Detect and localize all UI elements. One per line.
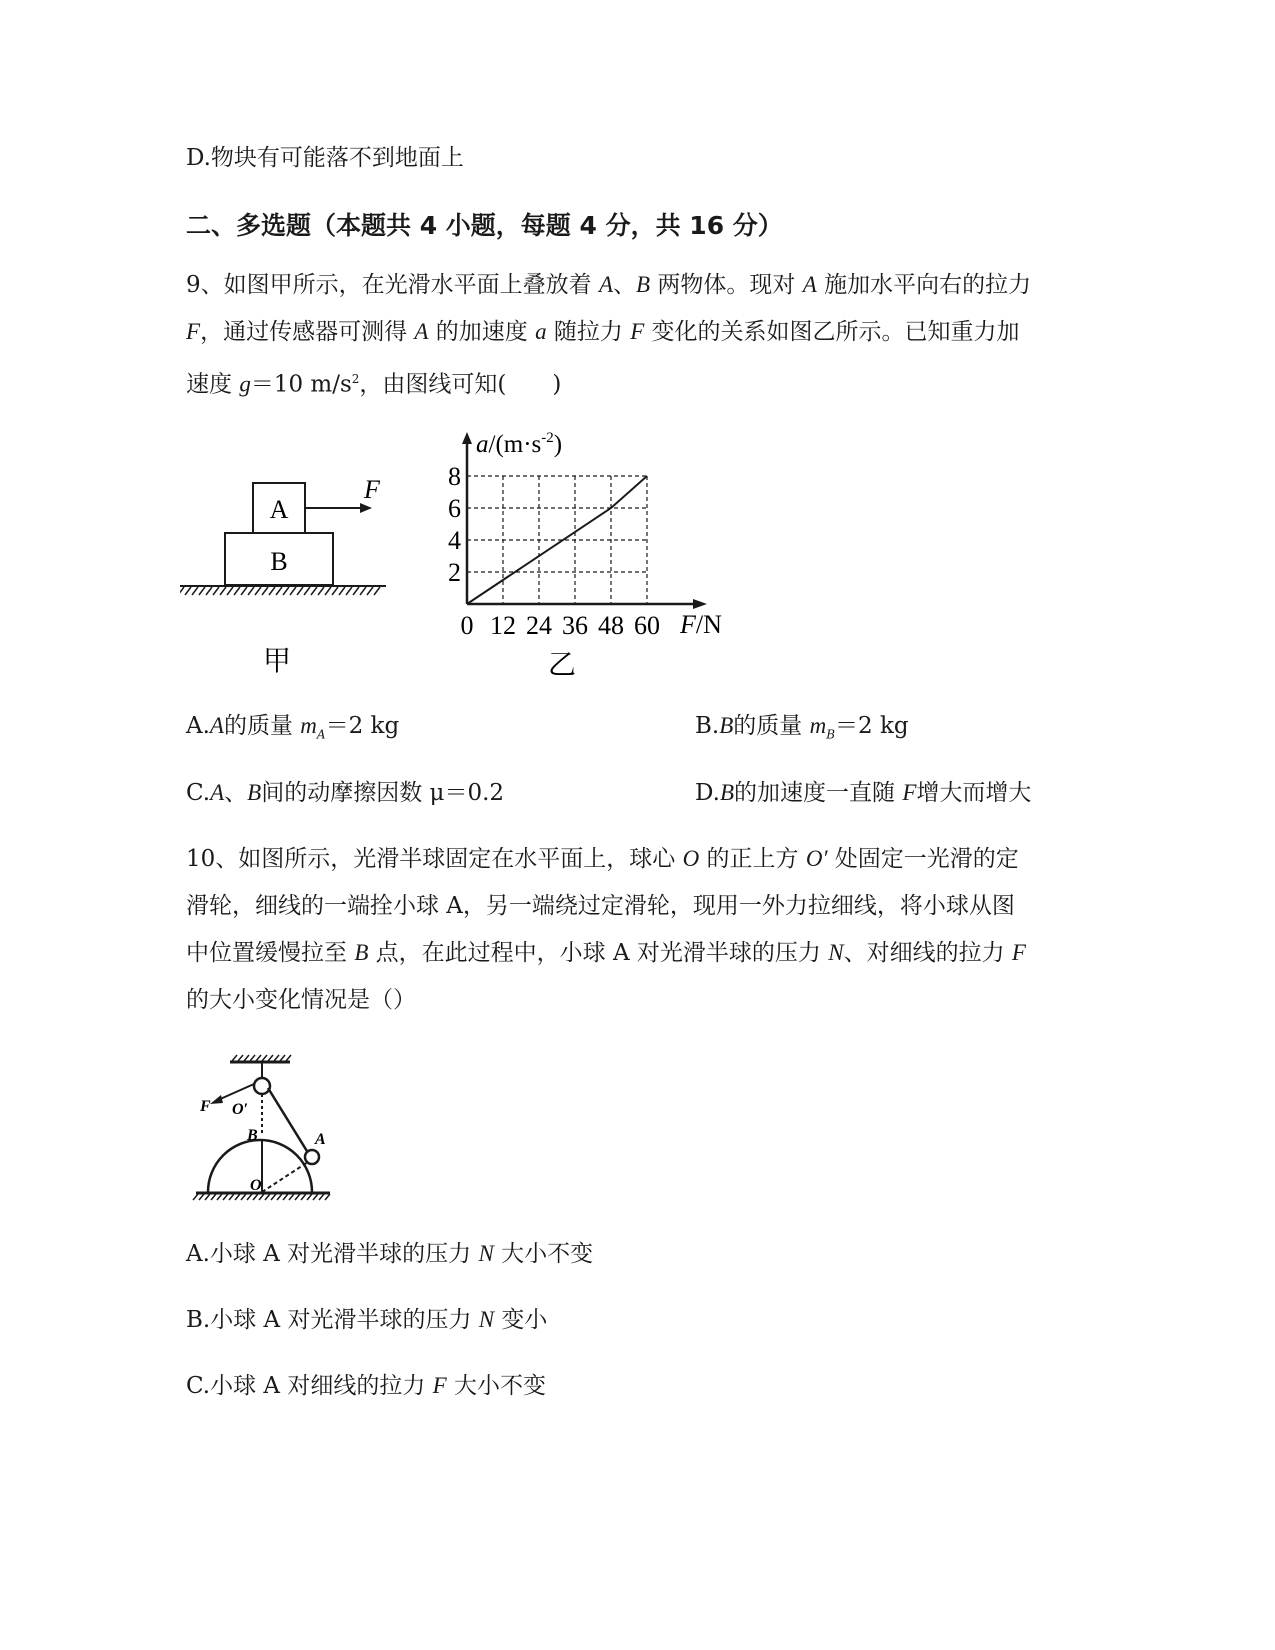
hatch-mark — [241, 1194, 246, 1200]
hatch-mark — [277, 1194, 282, 1200]
hatch-mark — [211, 1194, 216, 1200]
hatch-mark — [244, 1055, 249, 1061]
y-tick-label: 6 — [448, 494, 461, 523]
ceiling-hatch — [232, 1055, 291, 1061]
x-tick-label: 60 — [634, 611, 660, 640]
label-o: O — [250, 1177, 262, 1194]
hatch-mark — [262, 587, 268, 595]
block-b-label: B — [270, 547, 288, 576]
x-axis-arrowhead — [693, 599, 707, 609]
label-o-prime: O′ — [232, 1101, 249, 1118]
chart-tick-labels — [448, 462, 660, 640]
hatch-mark — [301, 1194, 306, 1200]
hatch-mark — [192, 587, 198, 595]
label-f: F — [200, 1098, 211, 1115]
hatch-mark — [250, 1055, 255, 1061]
ground-hatch — [180, 587, 380, 595]
hatch-mark — [232, 1055, 237, 1061]
q9-stem-line-3: 速度 g＝10 $m/s^2$，由图线可知( ) — [186, 371, 562, 398]
hatch-mark — [339, 587, 345, 595]
hatch-mark — [313, 1194, 318, 1200]
hatch-mark — [229, 1194, 234, 1200]
label-a: A — [315, 1131, 326, 1148]
q10-option-b: B.小球 A 对光滑半球的压力 N 变小 — [186, 1307, 548, 1333]
hatch-mark — [283, 1194, 288, 1200]
hatch-mark — [213, 587, 219, 595]
q10-stem-line-2: 滑轮，细线的一端拴小球 A，另一端绕过定滑轮，现用一外力拉细线，将小球从图 — [186, 893, 1015, 919]
hatch-mark — [274, 1055, 279, 1061]
hatch-mark — [290, 587, 296, 595]
force-label: F — [364, 475, 380, 504]
hatch-mark — [283, 587, 289, 595]
hatch-mark — [276, 587, 282, 595]
hatch-mark — [304, 587, 310, 595]
hatch-mark — [235, 1194, 240, 1200]
hatch-mark — [269, 587, 275, 595]
hatch-mark — [259, 1194, 264, 1200]
label-b: B — [247, 1127, 258, 1144]
ball-a — [305, 1150, 319, 1164]
hatch-mark — [286, 1055, 291, 1061]
hatch-mark — [227, 587, 233, 595]
q10-option-a: A.小球 A 对光滑半球的压力 N 大小不变 — [186, 1241, 594, 1267]
q9-stem-line-2: F，通过传感器可测得 A 的加速度 a 随拉力 F 变化的关系如图乙所示。已知重力加 — [186, 319, 1020, 345]
hatch-mark — [318, 587, 324, 595]
series-line — [467, 476, 647, 604]
hatch-mark — [319, 1194, 324, 1200]
x-tick-label: 24 — [526, 611, 552, 640]
y-tick-label: 4 — [448, 526, 461, 555]
q9-option-d: D.B的加速度一直随 F增大而增大 — [695, 780, 1032, 806]
hatch-mark — [247, 1194, 252, 1200]
x-tick-label: 0 — [460, 611, 474, 640]
hatch-mark — [234, 587, 240, 595]
section-heading: 二、多选题（本题共 4 小题，每题 4 分，共 16 分） — [186, 211, 783, 240]
x-tick-label: 12 — [490, 611, 516, 640]
force-arrowhead — [360, 503, 372, 513]
hatch-mark — [205, 1194, 210, 1200]
q10-stem-line-4: 的大小变化情况是（） — [186, 987, 416, 1013]
q9-option-a: A.A的质量 $m_A=2$ kg — [186, 713, 400, 742]
x-tick-label: 36 — [562, 611, 588, 640]
chart-x-axis-label: F/N — [680, 610, 722, 639]
hatch-mark — [185, 587, 191, 595]
hatch-mark — [193, 1194, 198, 1200]
figure-yi-caption: 乙 — [547, 650, 577, 681]
hatch-mark — [206, 587, 212, 595]
hatch-mark — [367, 587, 373, 595]
hatch-mark — [353, 587, 359, 595]
hatch-mark — [248, 587, 254, 595]
hatch-mark — [374, 587, 380, 595]
hatch-mark — [223, 1194, 228, 1200]
hatch-mark — [253, 1194, 258, 1200]
q9-stem-line-1: 9、如图甲所示，在光滑水平面上叠放着 A、B 两物体。现对 A 施加水平向右的拉力 — [186, 272, 1032, 298]
x-tick-label: 48 — [598, 611, 624, 640]
hatch-mark — [268, 1055, 273, 1061]
radius-to-a — [262, 1162, 308, 1192]
hatch-mark — [265, 1194, 270, 1200]
q9-option-c: C.A、B间的动摩擦因数 μ＝0.2 — [186, 780, 505, 806]
pulley — [254, 1078, 270, 1094]
hatch-mark — [295, 1194, 300, 1200]
hatch-mark — [180, 587, 184, 595]
hatch-mark — [262, 1055, 267, 1061]
hatch-mark — [280, 1055, 285, 1061]
figure-jia-caption: 甲 — [262, 646, 292, 677]
figure-yi-chart — [440, 428, 760, 708]
ground-hatch — [193, 1194, 330, 1200]
hatch-mark — [297, 587, 303, 595]
hatch-mark — [311, 587, 317, 595]
hatch-mark — [289, 1194, 294, 1200]
hatch-mark — [256, 1055, 261, 1061]
hatch-mark — [199, 1194, 204, 1200]
q8-option-d: D.物块有可能落不到地面上 — [186, 145, 464, 171]
hatch-mark — [241, 587, 247, 595]
string-to-a — [268, 1088, 310, 1156]
hatch-mark — [238, 1055, 243, 1061]
hatch-mark — [220, 587, 226, 595]
y-tick-label: 8 — [448, 462, 461, 491]
block-a-label: A — [269, 495, 289, 524]
y-tick-label: 2 — [448, 558, 461, 587]
hatch-mark — [325, 587, 331, 595]
y-axis-arrowhead — [462, 432, 472, 444]
hatch-mark — [271, 1194, 276, 1200]
figure-jia — [180, 470, 410, 700]
hatch-mark — [360, 587, 366, 595]
hatch-mark — [325, 1194, 330, 1200]
hatch-mark — [255, 587, 261, 595]
hatch-mark — [332, 587, 338, 595]
pull-arrowhead — [210, 1095, 223, 1104]
hatch-mark — [307, 1194, 312, 1200]
chart-series — [467, 476, 647, 604]
q10-option-c: C.小球 A 对细线的拉力 F 大小不变 — [186, 1373, 547, 1399]
hatch-mark — [199, 587, 205, 595]
hatch-mark — [346, 587, 352, 595]
hatch-mark — [217, 1194, 222, 1200]
figure-q10-hemisphere — [190, 1050, 350, 1210]
chart-y-axis-label: $a/(m\cdot s^{-2})$ — [476, 430, 563, 458]
q10-stem-line-3: 中位置缓慢拉至 B 点，在此过程中，小球 A 对光滑半球的压力 N、对细线的拉力 F — [186, 940, 1026, 966]
pull-string — [218, 1084, 254, 1100]
q10-stem-line-1: 10、如图所示，光滑半球固定在水平面上，球心 O 的正上方 O′ 处固定一光滑的定 — [186, 846, 1019, 872]
q9-option-b: B.B的质量 $m_B=2$ kg — [695, 713, 909, 742]
